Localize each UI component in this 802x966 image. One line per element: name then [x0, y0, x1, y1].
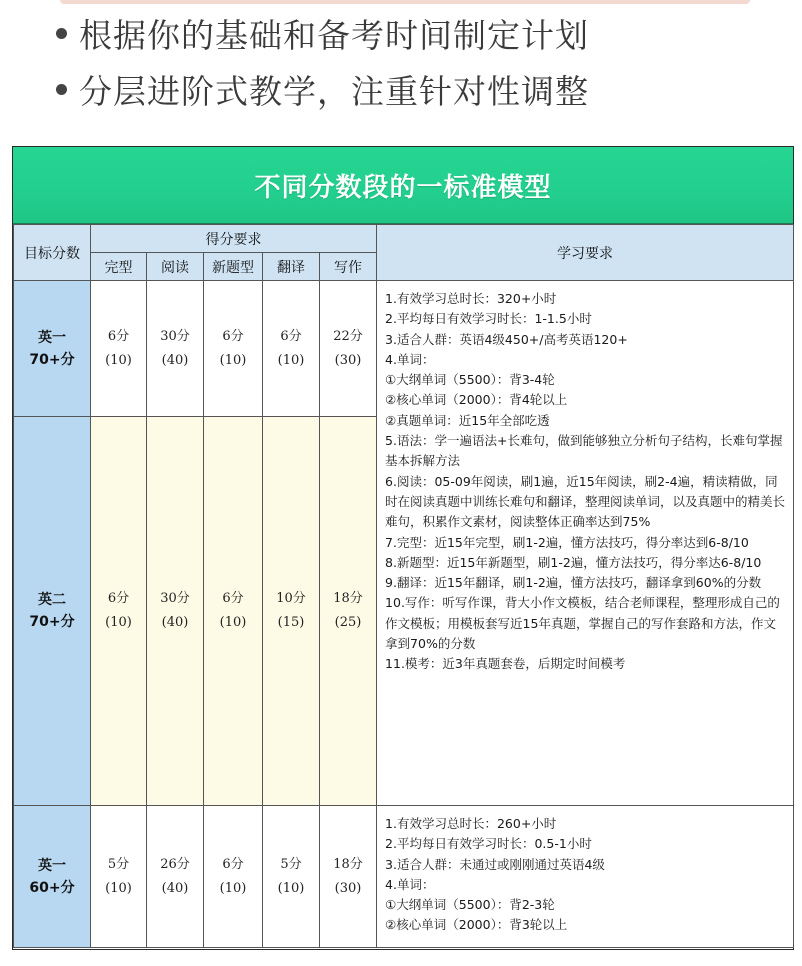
score-value: 6分: [222, 591, 244, 606]
score-value: 18分: [333, 856, 363, 872]
study-line: 4.单词：: [385, 351, 435, 367]
score-cell: [147, 281, 204, 417]
score-cell: [91, 281, 147, 417]
score-value: 6分: [107, 328, 130, 344]
score-value: 30分: [160, 328, 190, 344]
header-writing: 写作: [320, 253, 377, 281]
study-line: 2.平均每日有效学习时长：0.5-1小时: [385, 836, 592, 852]
header-cloze: 完型: [91, 253, 147, 281]
score-cell: [263, 281, 320, 417]
study-line: 11.模考：近3年真题套卷，后期定时间模考: [385, 656, 626, 672]
score-cell: [263, 417, 320, 806]
study-line: ②核心单词（2000）：背3轮以上: [385, 917, 568, 933]
score-value: 5分: [107, 856, 130, 872]
study-line: 8.新题型：近15年新题型，刷1-2遍，懂方法技巧，得分率达6-8/10: [385, 554, 762, 570]
study-line: ①大纲单词（5500）：背2-3轮: [385, 897, 555, 913]
score-max: (10): [277, 352, 305, 368]
target-exam: 英一: [38, 857, 66, 874]
score-max: (10): [277, 880, 305, 896]
score-value: 6分: [280, 328, 302, 344]
study-line: 1.有效学习总时长：320+小时: [385, 291, 557, 306]
bullet-item: [56, 10, 589, 56]
study-line: 5.语法：学一遍语法+长难句，做到能够独立分析句子结构，长难句掌握基本拆解方法: [385, 433, 783, 469]
study-line: ②真题单词：近15年全部吃透: [385, 412, 550, 428]
score-max: (10): [105, 880, 132, 896]
score-cell: [204, 417, 263, 806]
study-line: ②核心单词（2000）：背4轮以上: [385, 392, 568, 408]
target-exam: 英一: [38, 329, 66, 346]
score-value: 22分: [333, 328, 363, 344]
score-max: (10): [219, 880, 247, 896]
score-table: [13, 224, 794, 948]
header-target: 目标分数: [14, 225, 91, 281]
score-value: 26分: [160, 856, 190, 872]
target-points: 70+分: [29, 351, 75, 368]
score-cell: [147, 806, 204, 948]
score-max: (15): [277, 615, 305, 630]
score-cell: [263, 806, 320, 948]
target-score: [14, 417, 91, 806]
header-translation: 翻译: [263, 253, 320, 281]
top-decoration: [60, 0, 750, 4]
score-value: 6分: [222, 328, 244, 344]
header-new-type: 新题型: [204, 253, 263, 281]
score-cell: [320, 417, 377, 806]
study-line: 10.写作：听写作课，背大小作文模板，结合老师课程，整理形成自己的作文模板；用模板套写近15年真题，掌握自己的写作套路和方法，作文拿到70%的分数: [385, 595, 780, 652]
score-max: (25): [334, 615, 362, 630]
bullet-text: 分层进阶式教学，注重针对性调整: [79, 71, 589, 111]
score-value: 6分: [107, 591, 130, 606]
score-cell: [91, 417, 147, 806]
bullet-list: [56, 10, 589, 122]
study-line: 3.适合人群：未通过或刚刚通过英语4级: [385, 856, 605, 872]
score-value: 10分: [276, 591, 306, 606]
bullet-dot-icon: [56, 28, 67, 39]
study-line: 9.翻译：近15年翻译，刷1-2遍，懂方法技巧，翻译拿到60%的分数: [385, 575, 762, 591]
study-line: 2.平均每日有效学习时长：1-1.5小时: [385, 311, 592, 327]
score-value: 30分: [160, 591, 190, 606]
score-max: (10): [219, 615, 247, 630]
score-max: (10): [105, 352, 132, 368]
target-exam: 英二: [38, 592, 66, 608]
table-title-bar: [13, 147, 793, 224]
table-row: [14, 806, 794, 948]
target-points: 60+分: [29, 879, 75, 896]
score-max: (10): [105, 615, 132, 630]
score-value: 5分: [280, 856, 302, 872]
bullet-text: 根据你的基础和备考时间制定计划: [79, 15, 589, 55]
study-line: 3.适合人群：英语4级450+/高考英语120+: [385, 331, 628, 347]
score-cell: [204, 281, 263, 417]
header-score-group: 得分要求: [91, 225, 377, 253]
study-line: 4.单词：: [385, 876, 435, 892]
table-row: [14, 281, 794, 417]
header-reading: 阅读: [147, 253, 204, 281]
bullet-item: [56, 66, 589, 112]
score-max: (10): [219, 352, 247, 368]
score-value: 18分: [333, 591, 363, 606]
target-score: [14, 281, 91, 417]
header-study: 学习要求: [377, 225, 794, 281]
score-cell: [204, 806, 263, 948]
study-line: 1.有效学习总时长：260+小时: [385, 816, 557, 831]
score-max: (40): [161, 352, 189, 368]
score-max: (30): [334, 880, 362, 896]
score-cell: [320, 281, 377, 417]
score-model-table: [12, 146, 794, 950]
score-cell: [147, 417, 204, 806]
target-score: [14, 806, 91, 948]
study-requirements-block: [377, 281, 794, 806]
study-line: 7.完型：近15年完型，刷1-2遍，懂方法技巧，得分率达到6-8/10: [385, 534, 749, 550]
study-requirements-block: [377, 806, 794, 948]
score-max: (40): [161, 880, 189, 896]
score-cell: [91, 806, 147, 948]
score-max: (40): [161, 615, 189, 630]
score-cell: [320, 806, 377, 948]
study-line: ①大纲单词（5500）：背3-4轮: [385, 372, 555, 388]
table-title: 不同分数段的一标准模型: [254, 172, 552, 203]
target-points: 70+分: [29, 614, 75, 630]
score-value: 6分: [222, 856, 244, 872]
bullet-dot-icon: [56, 84, 67, 95]
score-max: (30): [334, 352, 362, 368]
study-line: 6.阅读：05-09年阅读，刷1遍，近15年阅读，刷2-4遍，精读精做，同时在阅读真题中训练长难句和翻译，整理阅读单词，以及真题中的精美长难句，积累作文素材，阅读整体正确率达到75%: [385, 473, 786, 530]
